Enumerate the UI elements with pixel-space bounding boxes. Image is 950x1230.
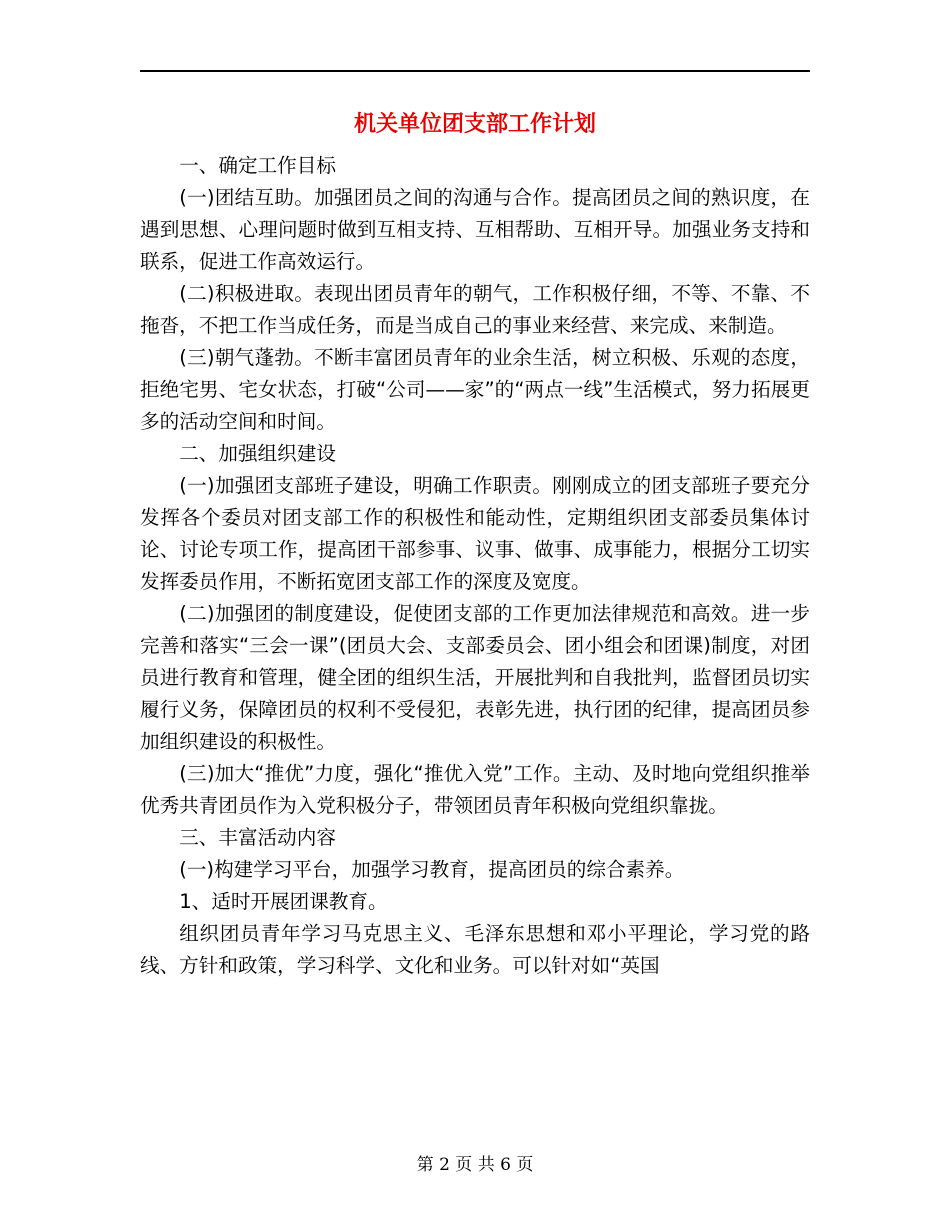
- section-heading: 二、加强组织建设: [179, 442, 336, 465]
- paragraph: (一)团结互助。加强团员之间的沟通与合作。提高团员之间的熟识度，在遇到思想、心理问题时做到互相支持、互相帮助、互相开导。加强业务支持和联系，促进工作高效运行。: [140, 186, 810, 273]
- header-rule: [140, 70, 810, 72]
- paragraph: (二)加强团的制度建设，促使团支部的工作更加法律规范和高效。进一步完善和落实“三会一课”(团员大会、支部委员会、团小组会和团课)制度，对团员进行教育和管理，健全团的组织生活，开展批判和自我批判，监督团员切实履行义务，保障团员的权利不受侵犯，表彰先进，执行团的纪律，提高团员参加组织建设的积极性。: [140, 602, 810, 753]
- document-body: [140, 150, 810, 982]
- section-heading: 一、确定工作目标: [179, 154, 336, 177]
- paragraph: 组织团员青年学习马克思主义、毛泽东思想和邓小平理论，学习党的路线、方针和政策，学习科学、文化和业务。可以针对如“英国: [140, 922, 810, 977]
- paragraph: (二)积极进取。表现出团员青年的朝气，工作积极仔细，不等、不靠、不拖沓，不把工作当成任务，而是当成自己的事业来经营、来完成、来制造。: [140, 282, 810, 337]
- document-title: 机关单位团支部工作计划: [353, 112, 596, 137]
- page-footer: 第 2 页 共 6 页: [416, 1155, 534, 1175]
- paragraph: (三)朝气蓬勃。不断丰富团员青年的业余生活，树立积极、乐观的态度，拒绝宅男、宅女状态，打破“公司——家”的“两点一线”生活模式，努力拓展更多的活动空间和时间。: [140, 346, 810, 433]
- paragraph: (一)构建学习平台，加强学习教育，提高团员的综合素养。: [179, 858, 685, 881]
- paragraph: 1、适时开展团课教育。: [179, 890, 388, 913]
- section-heading: 三、丰富活动内容: [179, 826, 336, 849]
- paragraph: (三)加大“推优”力度，强化“推优入党”工作。主动、及时地向党组织推举优秀共青团员作为入党积极分子，带领团员青年积极向党组织靠拢。: [140, 762, 810, 817]
- paragraph: (一)加强团支部班子建设，明确工作职责。刚刚成立的团支部班子要充分发挥各个委员对团支部工作的积极性和能动性，定期组织团支部委员集体讨论、讨论专项工作，提高团干部参事、议事、做事、成事能力，根据分工切实发挥委员作用，不断拓宽团支部工作的深度及宽度。: [140, 474, 810, 593]
